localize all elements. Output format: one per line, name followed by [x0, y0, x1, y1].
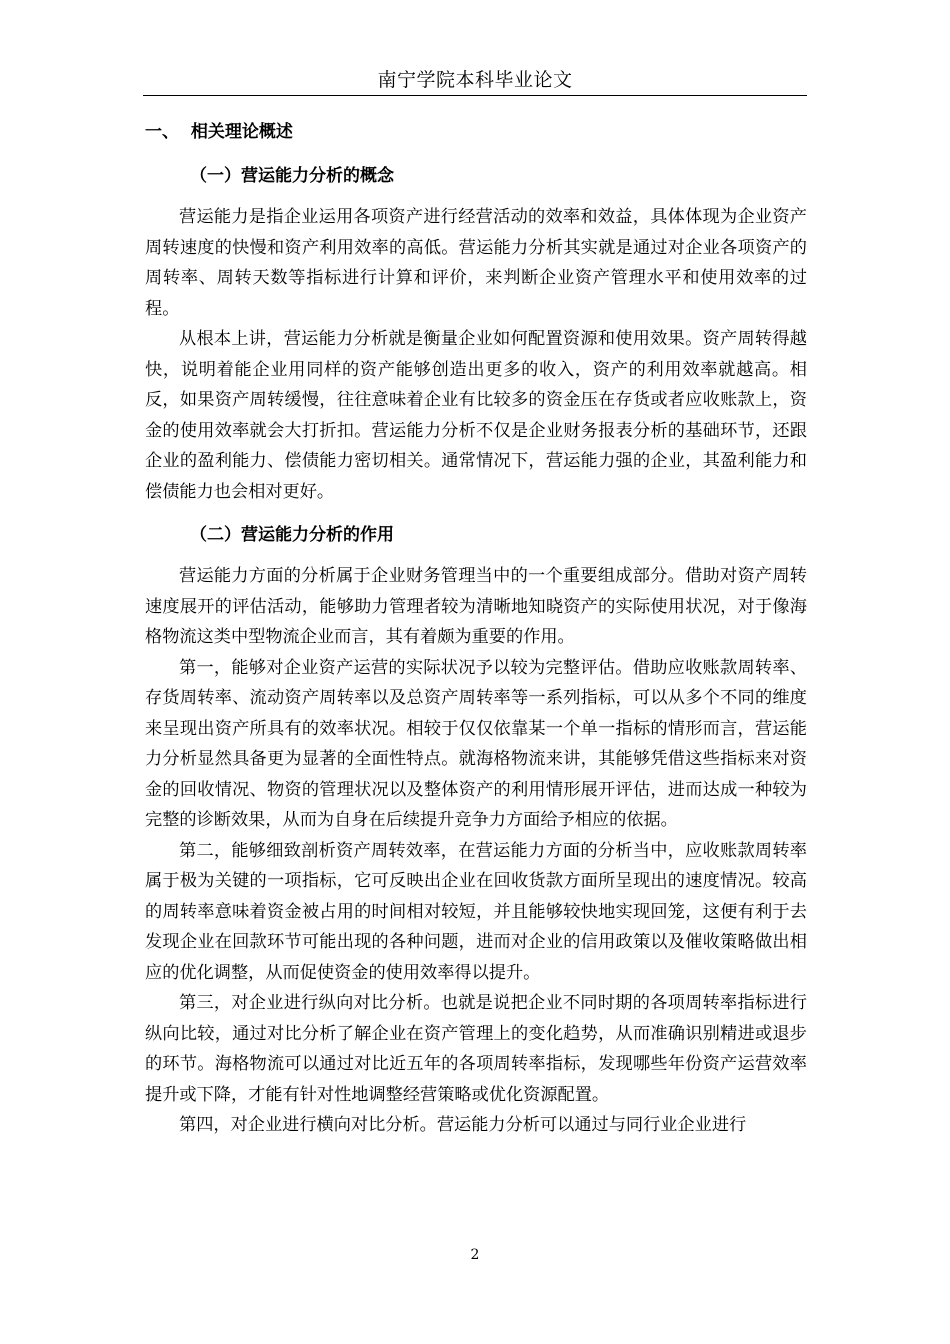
paragraph: 营运能力方面的分析属于企业财务管理当中的一个重要组成部分。借助对资产周转速度展开的评估活动，能够助力管理者较为清晰地知晓资产的实际使用状况，对于像海格物流这类中型物流企业而言，其有着颇为重要的作用。	[145, 566, 807, 647]
paragraph: 第三，对企业进行纵向对比分析。也就是说把企业不同时期的各项周转率指标进行纵向比较，通过对比分析了解企业在资产管理上的变化趋势，从而准确识别精进或退步的环节。海格物流可以通过对比近五年的各项周转率指标，发现哪些年份资产运营效率提升或下降，才能有针对性地调整经营策略或优化资源配置。	[145, 993, 807, 1105]
page-number: 2	[470, 1247, 480, 1263]
page-header-title: 南宁学院本科毕业论文	[377, 69, 573, 91]
paragraph: 从根本上讲，营运能力分析就是衡量企业如何配置资源和使用效果。资产周转得越快，说明着能企业用同样的资产能够创造出更多的收入，资产的利用效率就越高。相反，如果资产周转缓慢，往往意味着企业有比较多的资金压在存货或者应收账款上，资金的使用效率就会大打折扣。营运能力分析不仅是企业财务报表分析的基础环节，还跟企业的盈利能力、偿债能力密切相关。通常情况下，营运能力强的企业，其盈利能力和偿债能力也会相对更好。	[145, 329, 807, 502]
paragraph: 第一，能够对企业资产运营的实际状况予以较为完整评估。借助应收账款周转率、存货周转率、流动资产周转率以及总资产周转率等一系列指标，可以从多个不同的维度来呈现出资产所具有的效率状况。相较于仅仅依靠某一个单一指标的情形而言，营运能力分析显然具备更为显著的全面性特点。就海格物流来讲，其能够凭借这些指标来对资金的回收情况、物资的管理状况以及整体资产的利用情形展开评估，进而达成一种较为完整的诊断效果，从而为自身在后续提升竞争力方面给予相应的依据。	[145, 657, 807, 830]
subsection-heading-concept: （一）营运能力分析的概念	[190, 166, 394, 186]
section-heading: 一、 相关理论概述	[145, 122, 293, 142]
paragraph: 第四，对企业进行横向对比分析。营运能力分析可以通过与同行业企业进行	[179, 1115, 747, 1135]
paragraph: 营运能力是指企业运用各项资产进行经营活动的效率和效益，具体体现为企业资产周转速度的快慢和资产利用效率的高低。营运能力分析其实就是通过对企业各项资产的周转率、周转天数等指标进行计算和评价，来判断企业资产管理水平和使用效率的过程。	[145, 207, 807, 319]
document-body	[145, 120, 807, 1141]
subsection-heading-role: （二）营运能力分析的作用	[190, 525, 394, 545]
paragraph: 第二，能够细致剖析资产周转效率，在营运能力方面的分析当中，应收账款周转率属于极为关键的一项指标，它可反映出企业在回收货款方面所呈现出的速度情况。较高的周转率意味着资金被占用的时间相对较短，并且能够较快地实现回笼，这便有利于去发现企业在回款环节可能出现的各种问题，进而对企业的信用政策以及催收策略做出相应的优化调整，从而促使资金的使用效率得以提升。	[145, 840, 807, 983]
header-divider	[143, 95, 807, 96]
